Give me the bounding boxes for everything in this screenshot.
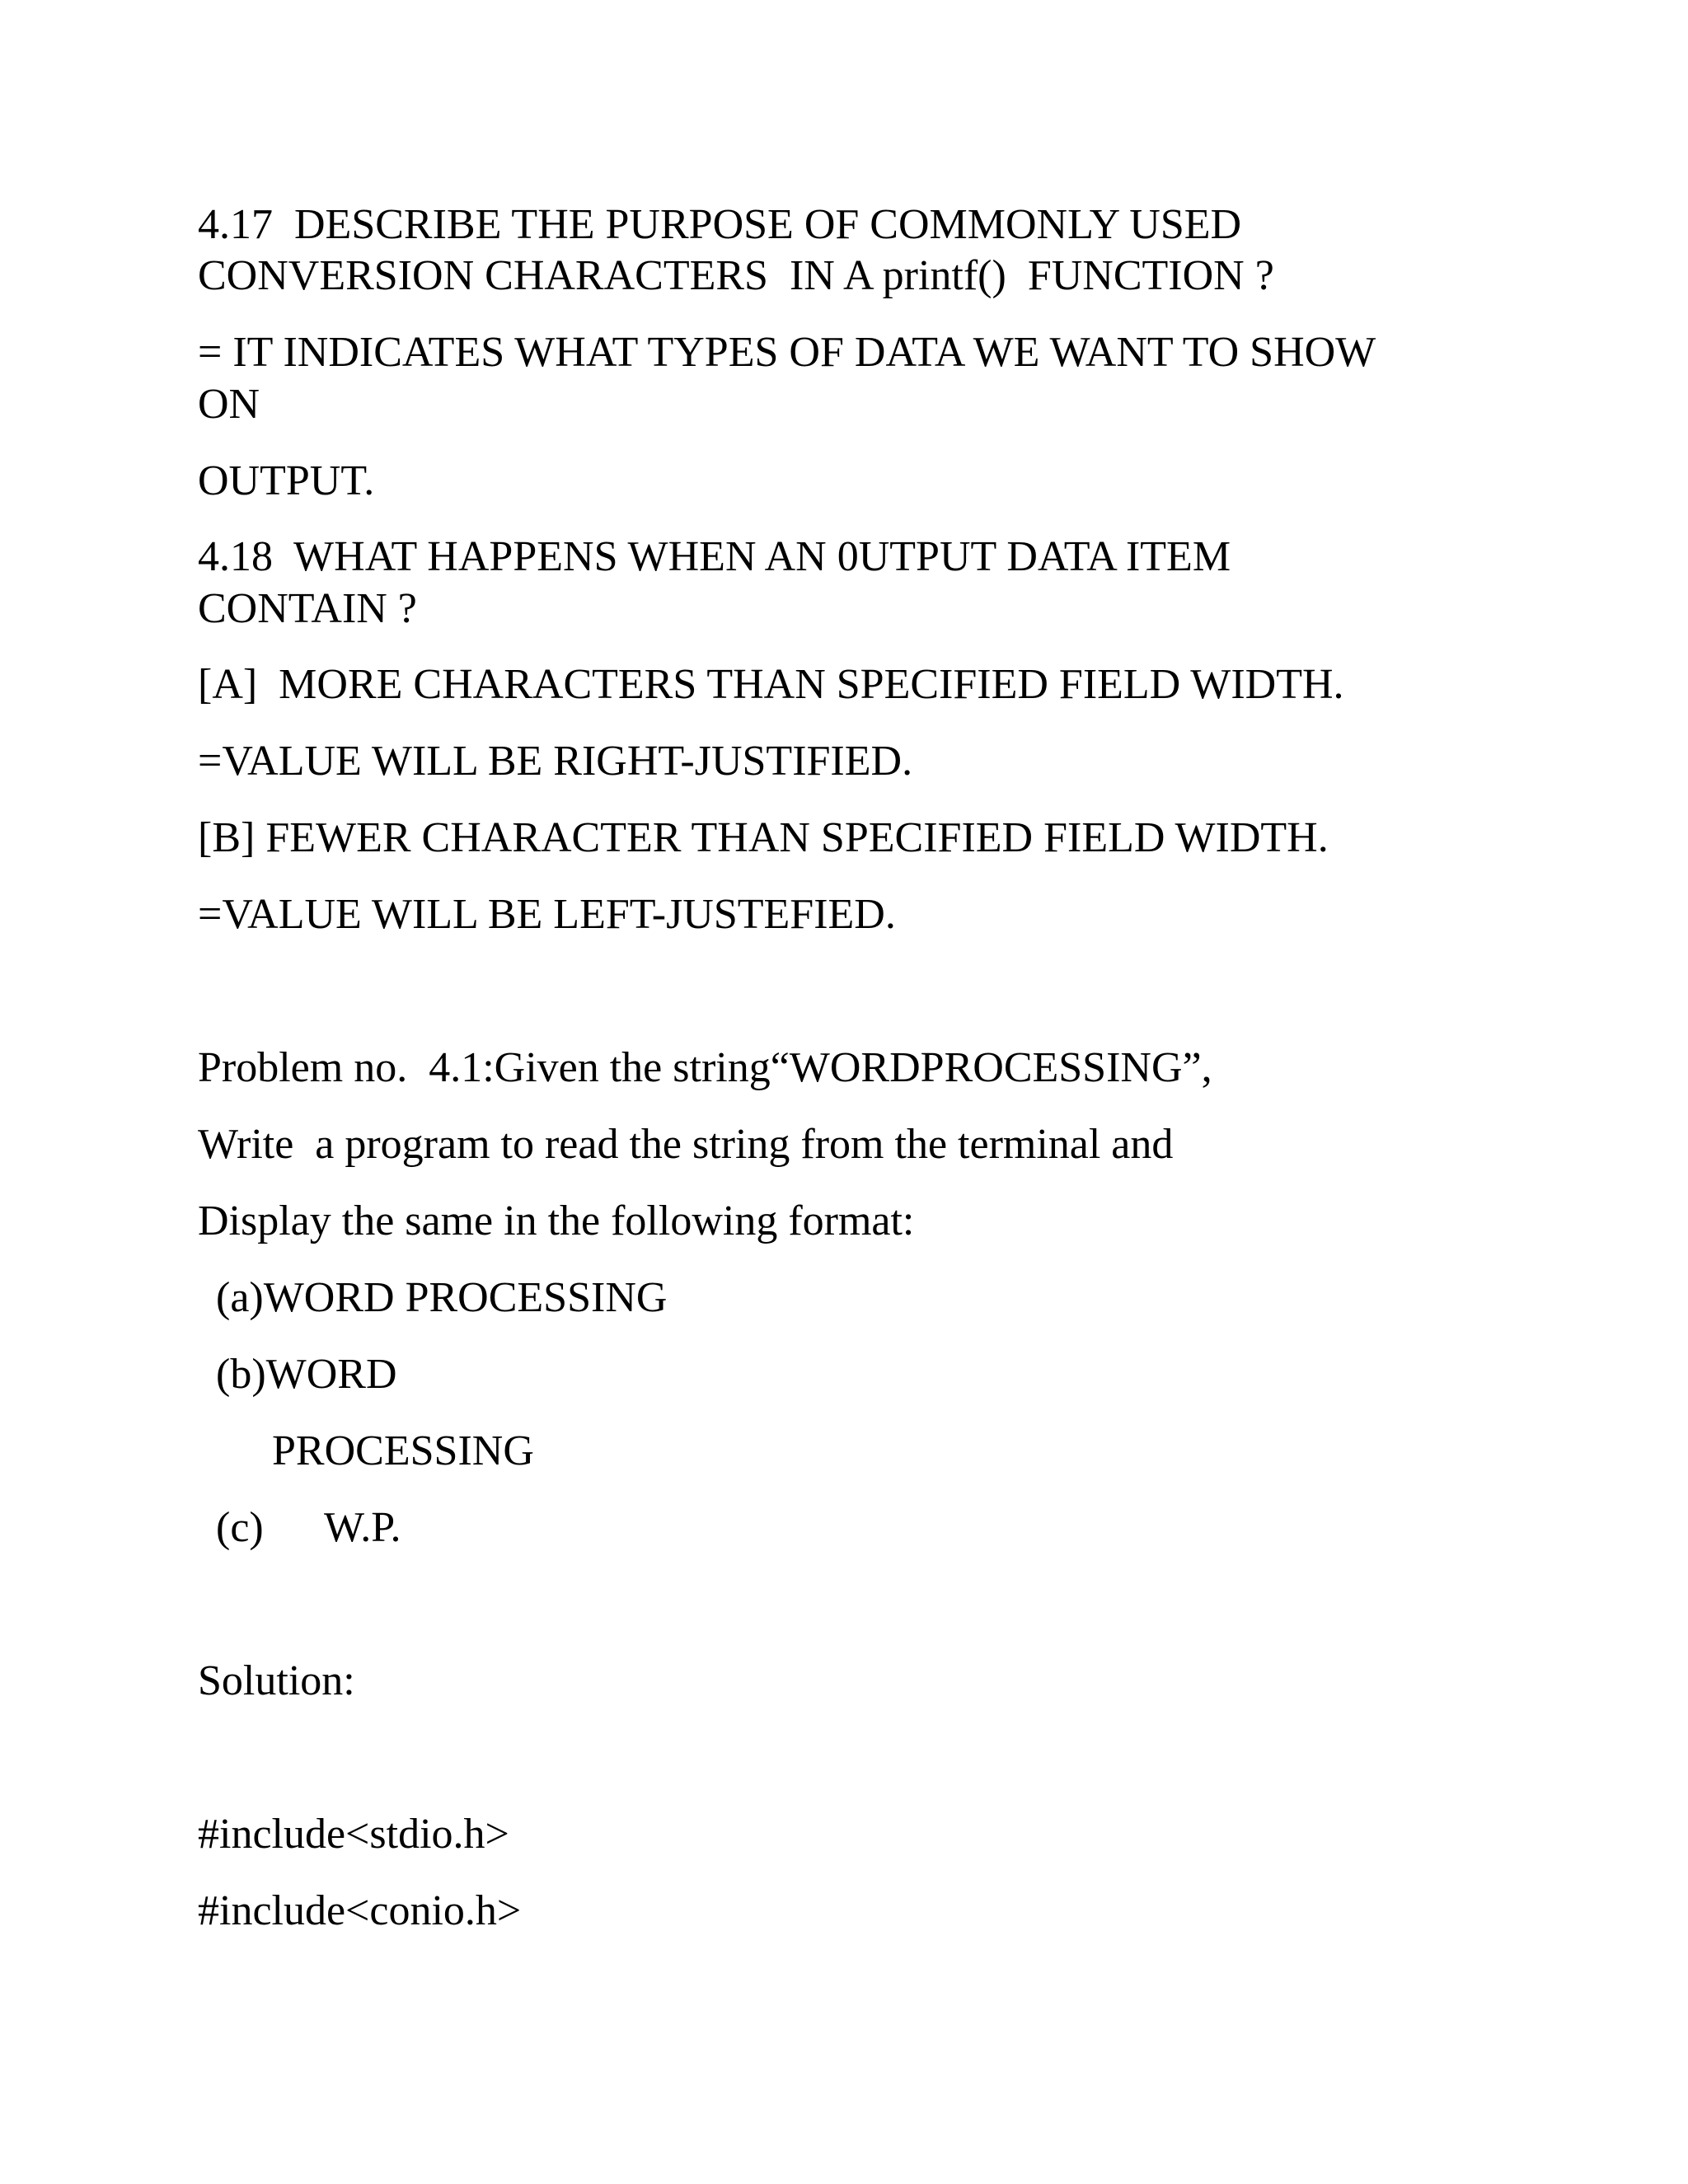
question-418-part-a: [A] MORE CHARACTERS THAN SPECIFIED FIELD WIDTH.	[198, 661, 1344, 708]
problem-line-2: Write a program to read the string from the terminal and	[198, 1121, 1174, 1168]
answer-417-line-2: ON	[198, 381, 260, 428]
answer-418-part-a: =VALUE WILL BE RIGHT-JUSTIFIED.	[198, 738, 913, 785]
format-option-a: (a)WORD PROCESSING	[216, 1274, 668, 1321]
answer-418-part-b: =VALUE WILL BE LEFT-JUSTEFIED.	[198, 891, 896, 938]
question-417-line-2: CONVERSION CHARACTERS IN A printf() FUNCTION ?	[198, 252, 1274, 299]
problem-line-3: Display the same in the following format:	[198, 1197, 915, 1244]
answer-417-line-1: = IT INDICATES WHAT TYPES OF DATA WE WANT TO SHOW	[198, 329, 1376, 376]
solution-heading: Solution:	[198, 1657, 355, 1704]
format-option-b-line-2: PROCESSING	[272, 1427, 534, 1474]
format-option-c-label: (c)	[216, 1504, 264, 1551]
answer-417-line-3: OUTPUT.	[198, 457, 375, 504]
question-417-line-1: 4.17 DESCRIBE THE PURPOSE OF COMMONLY USED	[198, 201, 1242, 248]
question-418-part-b: [B] FEWER CHARACTER THAN SPECIFIED FIELD WIDTH.	[198, 814, 1329, 861]
format-option-c-value: W.P.	[324, 1504, 401, 1551]
question-418-line-2: CONTAIN ?	[198, 585, 417, 632]
problem-line-1: Problem no. 4.1:Given the string“WORDPROCESSING”,	[198, 1044, 1212, 1091]
code-line-1: #include<stdio.h>	[198, 1811, 509, 1858]
code-line-2: #include<conio.h>	[198, 1887, 522, 1934]
format-option-b-line-1: (b)WORD	[216, 1351, 397, 1398]
question-418-line-1: 4.18 WHAT HAPPENS WHEN AN 0UTPUT DATA ITEM	[198, 533, 1231, 580]
